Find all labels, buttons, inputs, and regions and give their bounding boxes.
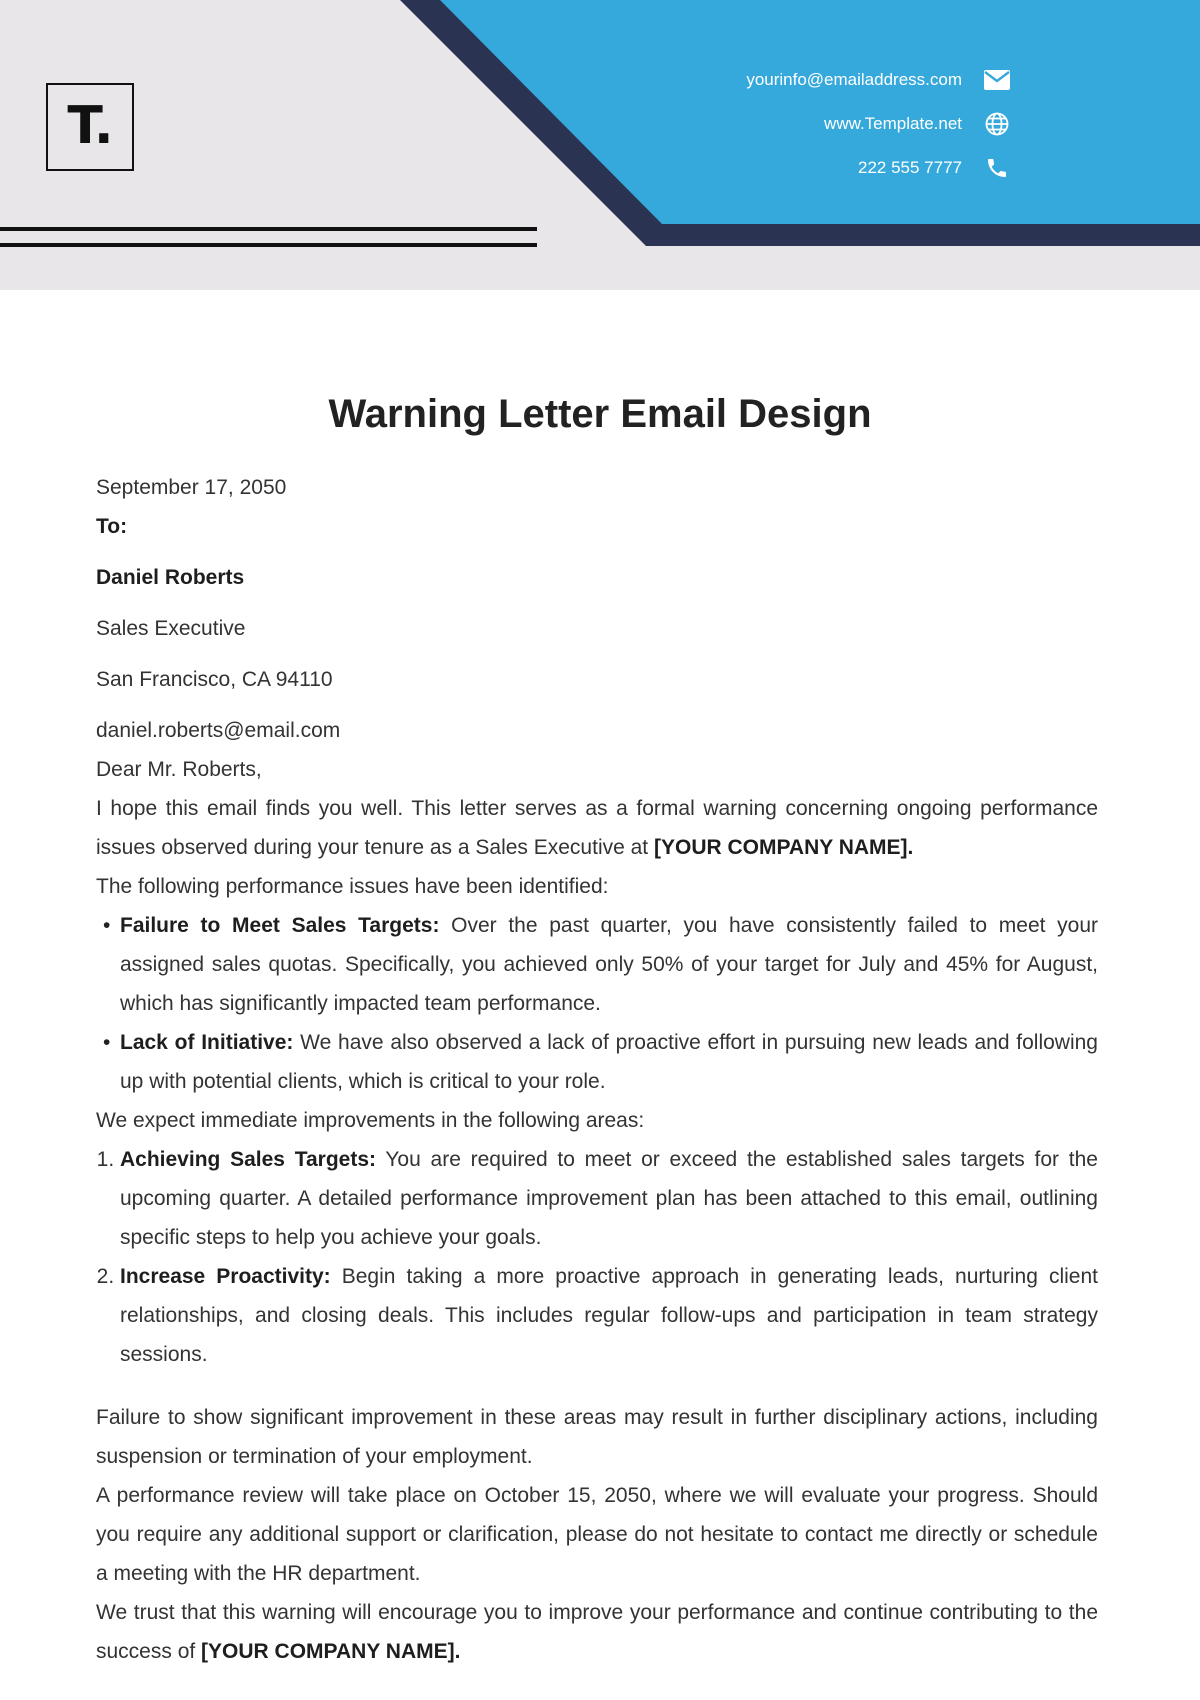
consequence-paragraph: Failure to show significant improvement in these areas may result in further disciplinary actions, including suspension or termination of your employment. (96, 1406, 1098, 1468)
salutation: Dear Mr. Roberts, (96, 758, 262, 781)
envelope-icon (984, 67, 1010, 93)
list-item (120, 1257, 1098, 1374)
list-item (120, 1140, 1098, 1257)
contact-email[interactable]: yourinfo@emailaddress.com (746, 70, 962, 89)
letterhead (0, 0, 1200, 290)
company-logo (46, 83, 134, 171)
list-item (120, 906, 1098, 1023)
globe-icon (984, 111, 1010, 137)
closing-company-placeholder: [YOUR COMPANY NAME]. (201, 1640, 461, 1663)
phone-icon (984, 155, 1010, 181)
area-text: Begin taking a more proactive approach in generating leads, nurturing client relationships, and closing deals. This includes regular follow-ups and participation in team strategy sessions. (120, 1265, 1099, 1366)
intro-company-placeholder: [YOUR COMPANY NAME]. (653, 836, 914, 859)
area-label: Increase Proactivity: (120, 1265, 331, 1288)
to-label: To: (96, 515, 128, 538)
header-rule-bottom (0, 243, 537, 247)
logo-text: T. (67, 96, 113, 156)
contact-email-row (746, 58, 1010, 102)
recipient-email: daniel.roberts@email.com (96, 719, 341, 742)
issues-list (96, 906, 1098, 1101)
issue-label: Lack of Initiative: (120, 1031, 294, 1054)
areas-intro: We expect immediate improvements in the following areas: (96, 1109, 645, 1132)
recipient-name: Daniel Roberts (96, 566, 245, 589)
letter-body (96, 468, 1098, 1671)
closing-text: We trust that this warning will encourage you to improve your performance and continue contributing to the success of (96, 1601, 1098, 1663)
areas-list (96, 1140, 1098, 1374)
header-rule-top (0, 227, 537, 231)
recipient-address: San Francisco, CA 94110 (96, 668, 333, 691)
review-paragraph: A performance review will take place on October 15, 2050, where we will evaluate your progress. Should you require any additional support or clarification, please do not hesitate to contact me directly or schedule a meeting with the HR department. (96, 1484, 1098, 1585)
issue-text: We have also observed a lack of proactive effort in pursuing new leads and following up with potential clients, which is critical to your role. (120, 1031, 1098, 1093)
list-item (120, 1023, 1098, 1101)
issue-label: Failure to Meet Sales Targets: (120, 914, 440, 937)
area-text: You are required to meet or exceed the established sales targets for the upcoming quarter. A detailed performance improvement plan has been attached to this email, outlining specific steps to help you achieve your goals. (120, 1148, 1098, 1249)
contact-phone[interactable]: 222 555 7777 (858, 158, 962, 177)
recipient-role: Sales Executive (96, 617, 246, 640)
contact-website-row (746, 102, 1010, 146)
contact-block (746, 58, 1010, 190)
area-label: Achieving Sales Targets: (120, 1148, 376, 1171)
letter-date: September 17, 2050 (96, 476, 287, 499)
contact-website[interactable]: www.Template.net (824, 114, 962, 133)
intro-text: I hope this email finds you well. This letter serves as a formal warning concerning ongoing performance issues observed during your tenure as a Sales Executive at (96, 797, 1098, 859)
document-title: Warning Letter Email Design (328, 392, 872, 436)
closing-paragraph (96, 1593, 1098, 1671)
intro-paragraph (96, 789, 1098, 867)
issues-intro: The following performance issues have been identified: (96, 875, 609, 898)
contact-phone-row (746, 146, 1010, 190)
issue-text: Over the past quarter, you have consistently failed to meet your assigned sales quotas. Specifically, you achieved only 50% of your target for July and 45% for August, which has significantly impacted team performance. (120, 914, 1099, 1015)
